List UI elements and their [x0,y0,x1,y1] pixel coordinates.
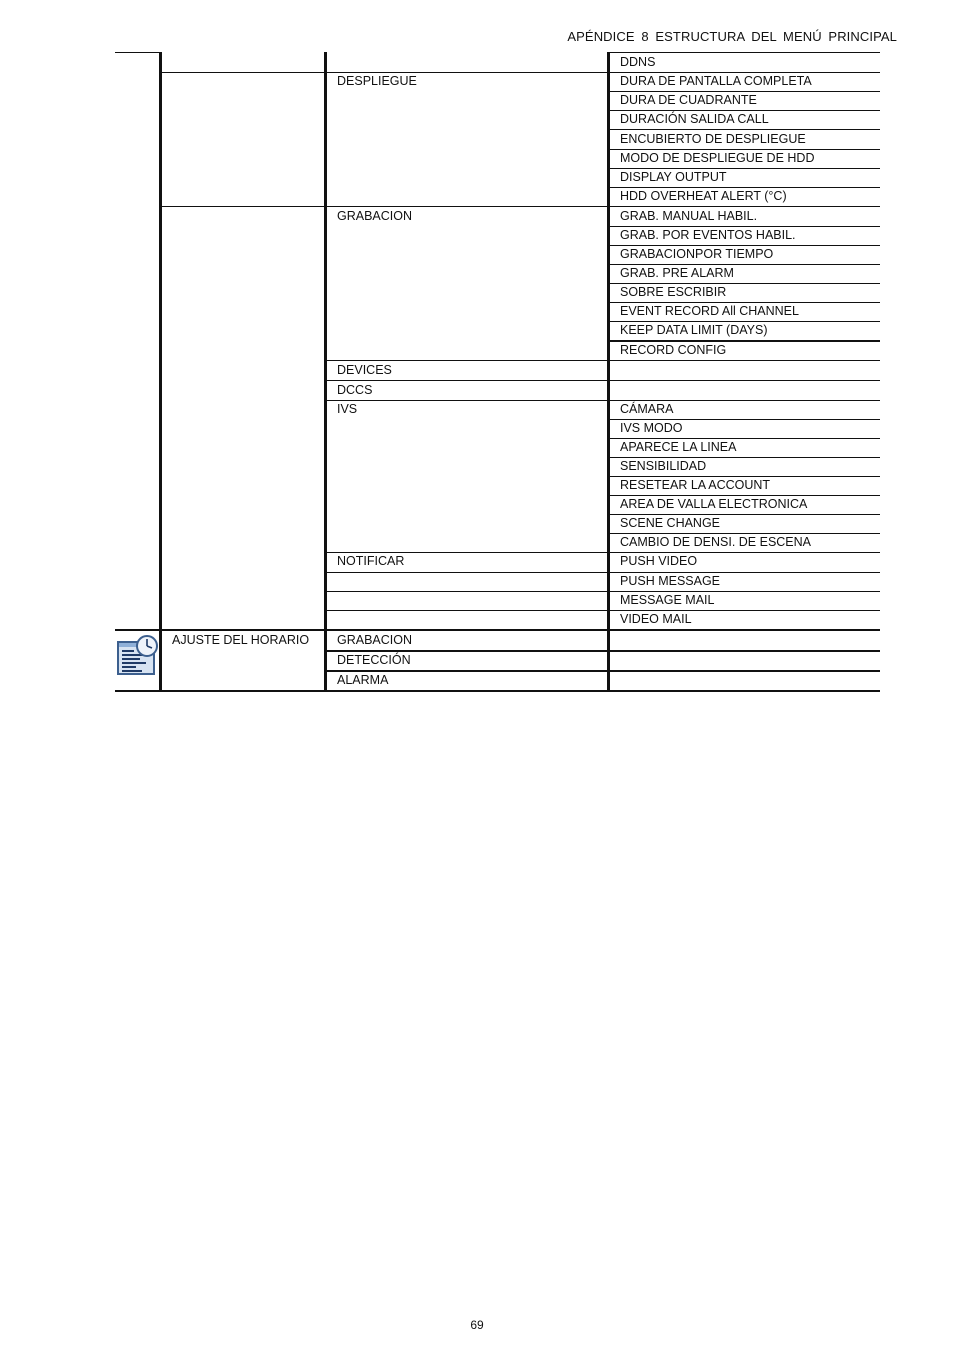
menu-schedule-alarm-label: ALARMA [337,673,389,687]
menu-schedule-label: AJUSTE DEL HORARIO [172,633,310,647]
table-hline [610,91,880,92]
table-hline [610,340,880,342]
table-hline [115,690,880,692]
menu-item: PUSH MESSAGE [620,574,721,588]
page-header: APÉNDICE 8 ESTRUCTURA DEL MENÚ PRINCIPAL [567,29,897,44]
table-hline [327,552,880,553]
menu-item: CÁMARA [620,402,674,416]
menu-display-label: DESPLIEGUE [337,74,417,88]
table-hline [327,360,880,361]
menu-item: VIDEO MAIL [620,612,692,626]
menu-item: SCENE CHANGE [620,516,721,530]
menu-schedule-detection-label: DETECCIÓN [337,653,411,667]
table-hline [610,302,880,303]
menu-notify-label: NOTIFICAR [337,554,405,568]
menu-item: DDNS [620,55,656,69]
table-hline [610,168,880,169]
menu-item: GRABACIONPOR TIEMPO [620,247,774,261]
table-hline [327,380,880,381]
menu-item: MESSAGE MAIL [620,593,715,607]
table-hline [610,149,880,150]
table-vline-3 [607,52,610,691]
calendar-clock-icon [115,633,159,677]
table-hline [610,514,880,515]
menu-record-label: GRABACION [337,209,413,223]
table-hline [610,226,880,227]
menu-item: EVENT RECORD All CHANNEL [620,304,799,318]
table-hline [327,610,880,611]
menu-item: GRAB. MANUAL HABIL. [620,209,758,223]
menu-item: RESETEAR LA ACCOUNT [620,478,771,492]
table-hline [327,670,880,672]
menu-item: AREA DE VALLA ELECTRONICA [620,497,808,511]
menu-item: IVS MODO [620,421,683,435]
table-hline [610,129,880,130]
table-hline [115,52,159,53]
menu-item: DURA DE PANTALLA COMPLETA [620,74,812,88]
table-hline [115,629,880,631]
table-hline [610,110,880,111]
table-hline [610,283,880,284]
page-number: 69 [470,1318,484,1332]
menu-item: CAMBIO DE DENSI. DE ESCENA [620,535,812,549]
table-hline [327,591,880,592]
table-hline [327,572,880,573]
menu-item: MODO DE DESPLIEGUE DE HDD [620,151,815,165]
table-hline [610,52,880,53]
menu-dccs-label: DCCS [337,383,373,397]
table-vline-2 [324,52,327,691]
table-hline [327,400,880,401]
menu-schedule-record-label: GRABACION [337,633,413,647]
menu-ivs-label: IVS [337,402,358,416]
menu-item: ENCUBIERTO DE DESPLIEGUE [620,132,806,146]
menu-devices-label: DEVICES [337,363,392,377]
menu-item: GRAB. PRE ALARM [620,266,734,280]
menu-item: KEEP DATA LIMIT (DAYS) [620,323,768,337]
menu-item: RECORD CONFIG [620,343,727,357]
menu-item: PUSH VIDEO [620,554,698,568]
table-hline [162,206,880,207]
table-vline-1 [159,52,162,691]
table-hline [610,533,880,534]
menu-item: APARECE LA LINEA [620,440,737,454]
menu-item: SENSIBILIDAD [620,459,707,473]
table-hline [610,187,880,188]
menu-item: SOBRE ESCRIBIR [620,285,727,299]
table-hline [162,72,880,73]
menu-item: GRAB. POR EVENTOS HABIL. [620,228,796,242]
table-hline [610,476,880,477]
table-hline [610,495,880,496]
menu-item: DURA DE CUADRANTE [620,93,757,107]
table-hline [610,457,880,458]
table-hline [610,438,880,439]
table-hline [610,419,880,420]
menu-item: HDD OVERHEAT ALERT (°C) [620,189,787,203]
menu-item: DURACIÓN SALIDA CALL [620,112,769,126]
menu-item: DISPLAY OUTPUT [620,170,727,184]
table-hline [610,321,880,322]
table-hline [610,245,880,246]
table-hline [327,650,880,652]
table-hline [610,264,880,265]
